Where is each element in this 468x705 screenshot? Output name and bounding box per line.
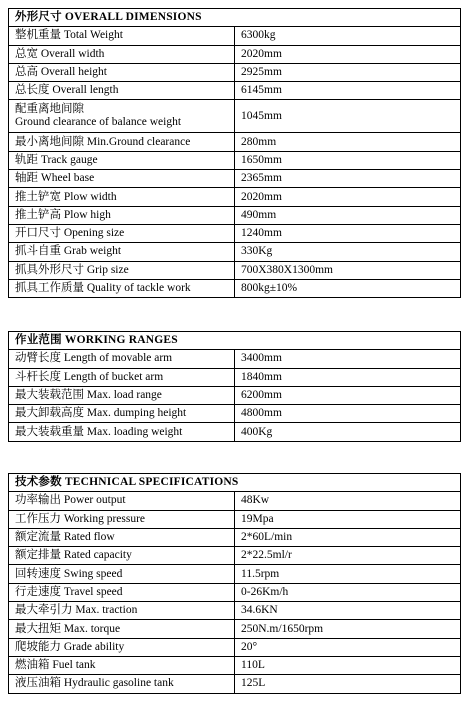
spec-label: 额定排量 Rated capacity	[9, 547, 235, 565]
spec-value: 700X380X1300mm	[235, 261, 461, 279]
table-row	[9, 510, 461, 528]
table-body	[9, 9, 461, 298]
table-row	[9, 620, 461, 638]
table-row	[9, 547, 461, 565]
table-row	[9, 206, 461, 224]
spec-value: 2365mm	[235, 170, 461, 188]
spec-value: 330Kg	[235, 243, 461, 261]
spec-value: 1045mm	[235, 100, 461, 133]
table-row	[9, 82, 461, 100]
spec-value: 280mm	[235, 133, 461, 151]
section-title: 技术参数 TECHNICAL SPECIFICATIONS	[9, 474, 461, 492]
spec-label: 总长度 Overall length	[9, 82, 235, 100]
spec-label: 推土铲高 Plow high	[9, 206, 235, 224]
table-row	[9, 133, 461, 151]
spec-value: 2020mm	[235, 188, 461, 206]
spec-label: 爬坡能力 Grade ability	[9, 638, 235, 656]
spec-label: 推土铲宽 Plow width	[9, 188, 235, 206]
table-row	[9, 602, 461, 620]
table-row	[9, 368, 461, 386]
table-row	[9, 243, 461, 261]
table-row	[9, 528, 461, 546]
spec-value: 1240mm	[235, 224, 461, 242]
spec-label: 额定流量 Rated flow	[9, 528, 235, 546]
spec-label: 燃油箱 Fuel tank	[9, 656, 235, 674]
spec-label: 回转速度 Swing speed	[9, 565, 235, 583]
spec-label: 总宽 Overall width	[9, 45, 235, 63]
spec-value: 2*22.5ml/r	[235, 547, 461, 565]
spec-value: 250N.m/1650rpm	[235, 620, 461, 638]
spec-label: 最大扭矩 Max. torque	[9, 620, 235, 638]
spec-label: 液压油箱 Hydraulic gasoline tank	[9, 675, 235, 693]
spec-label: 抓具外形尺寸 Grip size	[9, 261, 235, 279]
table-row	[9, 565, 461, 583]
spec-label: 工作压力 Working pressure	[9, 510, 235, 528]
spec-value: 3400mm	[235, 350, 461, 368]
spec-value: 125L	[235, 675, 461, 693]
spec-value: 20°	[235, 638, 461, 656]
overall-dimensions-table	[8, 8, 461, 298]
table-row	[9, 386, 461, 404]
table-row	[9, 405, 461, 423]
section-header-row	[9, 474, 461, 492]
spec-value: 110L	[235, 656, 461, 674]
spec-label: 斗杆长度 Length of bucket arm	[9, 368, 235, 386]
spec-value: 2925mm	[235, 63, 461, 81]
spec-value: 6200mm	[235, 386, 461, 404]
section-title: 外形尺寸 OVERALL DIMENSIONS	[9, 9, 461, 27]
spec-label: 开口尺寸 Opening size	[9, 224, 235, 242]
spec-label: 总高 Overall height	[9, 63, 235, 81]
table-row	[9, 675, 461, 693]
table-row	[9, 656, 461, 674]
spec-value: 34.6KN	[235, 602, 461, 620]
table-row	[9, 100, 461, 133]
table-body	[9, 474, 461, 694]
table-row	[9, 188, 461, 206]
technical-specifications-table	[8, 473, 461, 694]
table-row	[9, 423, 461, 441]
spec-value: 6145mm	[235, 82, 461, 100]
spec-label: 动臂长度 Length of movable arm	[9, 350, 235, 368]
spec-value: 48Kw	[235, 492, 461, 510]
table-row	[9, 224, 461, 242]
section-title: 作业范围 WORKING RANGES	[9, 332, 461, 350]
spec-value: 800kg±10%	[235, 279, 461, 297]
spec-label: 功率输出 Power output	[9, 492, 235, 510]
spec-label: 最大卸载高度 Max. dumping height	[9, 405, 235, 423]
table-row	[9, 63, 461, 81]
working-ranges-table	[8, 331, 461, 442]
table-row	[9, 261, 461, 279]
table-row	[9, 638, 461, 656]
table-row	[9, 350, 461, 368]
spec-label: 最大装载范围 Max. load range	[9, 386, 235, 404]
table-body	[9, 332, 461, 442]
spec-label: 最小离地间隙 Min.Ground clearance	[9, 133, 235, 151]
spec-value: 2020mm	[235, 45, 461, 63]
spec-label: 行走速度 Travel speed	[9, 583, 235, 601]
spec-value: 4800mm	[235, 405, 461, 423]
table-row	[9, 170, 461, 188]
spec-value: 19Mpa	[235, 510, 461, 528]
spec-label: 抓斗自重 Grab weight	[9, 243, 235, 261]
table-row	[9, 45, 461, 63]
spec-value: 11.5rpm	[235, 565, 461, 583]
spec-label: 轴距 Wheel base	[9, 170, 235, 188]
table-row	[9, 279, 461, 297]
section-header-row	[9, 332, 461, 350]
table-row	[9, 492, 461, 510]
section-header-row	[9, 9, 461, 27]
spec-label: 最大牵引力 Max. traction	[9, 602, 235, 620]
spec-value: 6300kg	[235, 27, 461, 45]
spec-label: 最大装载重量 Max. loading weight	[9, 423, 235, 441]
spec-value: 0-26Km/h	[235, 583, 461, 601]
spec-value: 490mm	[235, 206, 461, 224]
spec-value: 1650mm	[235, 151, 461, 169]
spec-label: 轨距 Track gauge	[9, 151, 235, 169]
spec-label: 整机重量 Total Weight	[9, 27, 235, 45]
spec-value: 400Kg	[235, 423, 461, 441]
spec-value: 1840mm	[235, 368, 461, 386]
table-row	[9, 27, 461, 45]
spec-value: 2*60L/min	[235, 528, 461, 546]
table-row	[9, 583, 461, 601]
table-row	[9, 151, 461, 169]
spec-label: 抓具工作质量 Quality of tackle work	[9, 279, 235, 297]
spec-label: 配重离地间隙 Ground clearance of balance weight	[9, 100, 235, 133]
